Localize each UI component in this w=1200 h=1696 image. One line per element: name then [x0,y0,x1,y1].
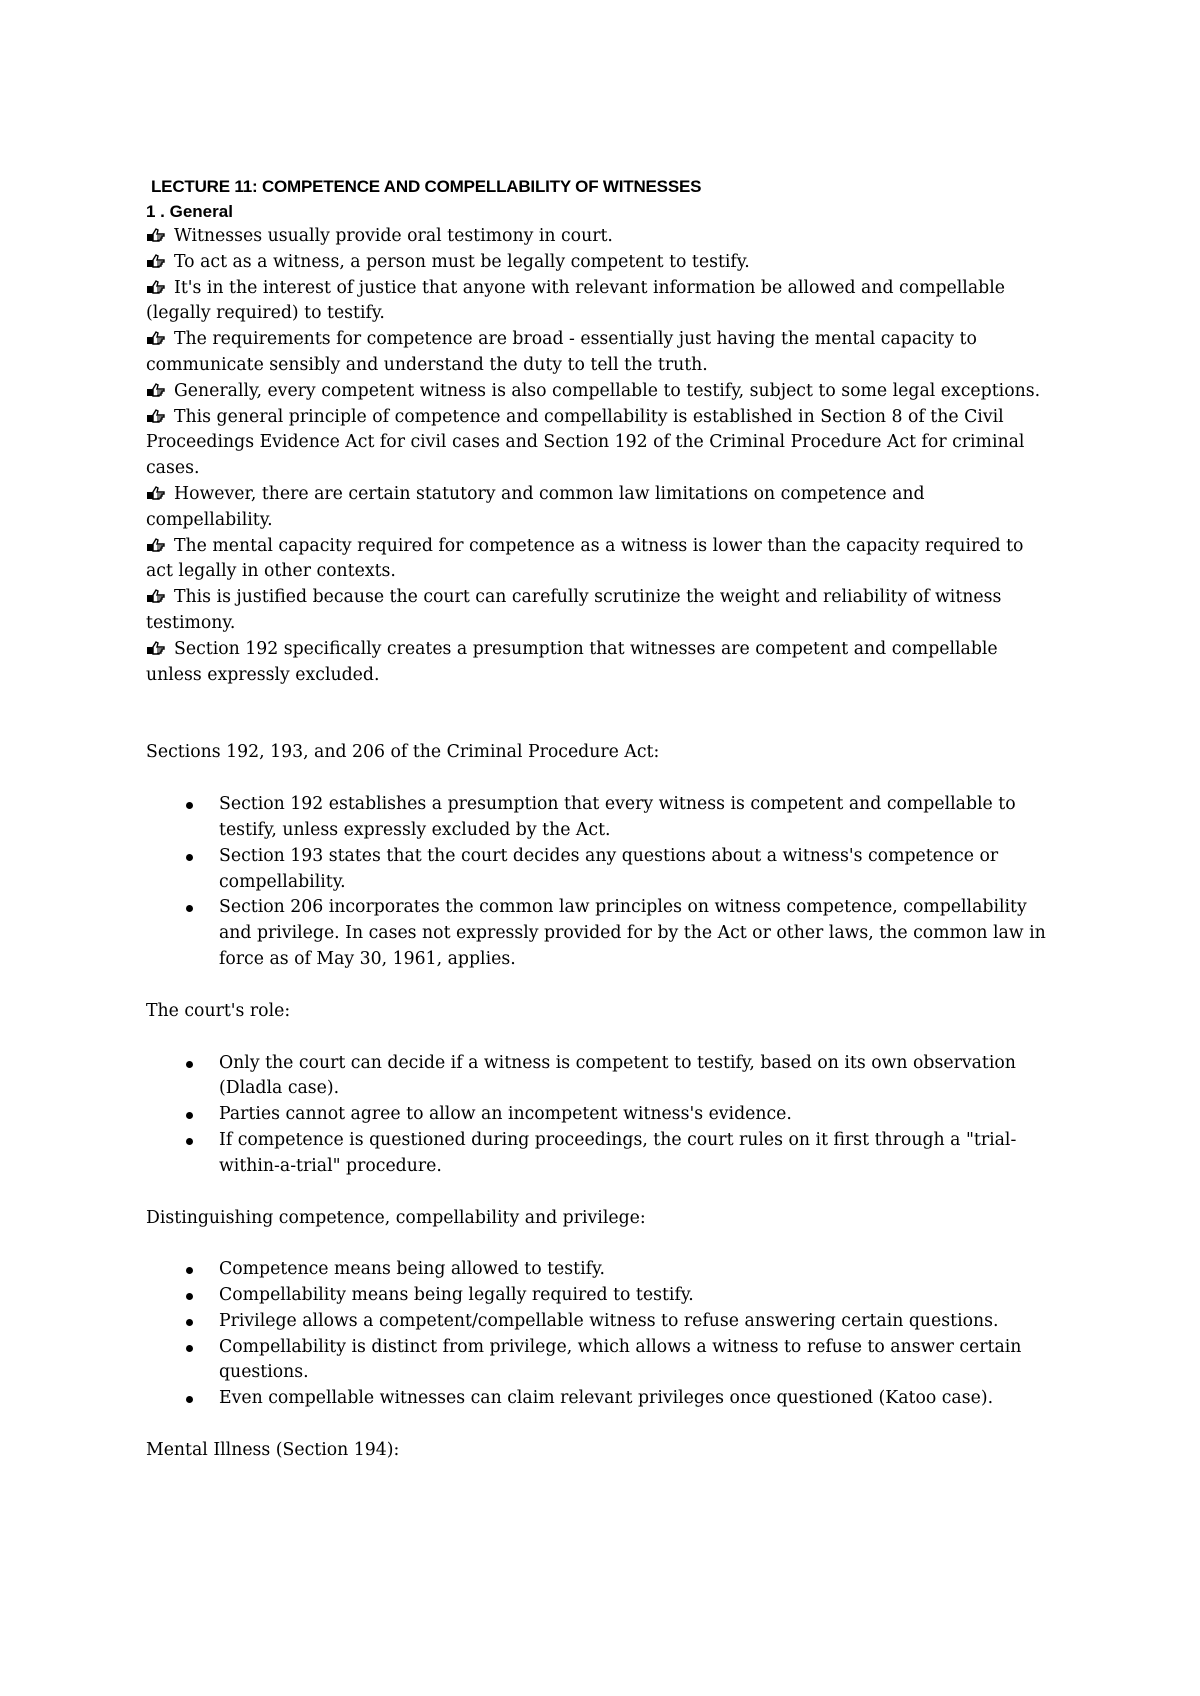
sections-point-text: Section 193 states that the court decides any questions about a witness's competence or compellability. [219,845,999,892]
distinguishing-text: Compellability means being legally required to testify. [219,1285,694,1306]
list-item [146,792,1046,844]
list-item [146,585,1046,637]
spacer [146,688,1046,740]
list-item [146,1335,1046,1387]
pointing-hand-icon [146,278,166,294]
list-item [146,327,1046,379]
court-role-intro: The court's role: [146,1000,291,1021]
bullet-dot-icon [186,905,193,912]
general-point-text: However, there are certain statutory and common law limitations on competence and compellability. [146,483,925,530]
spacer [146,973,1046,999]
general-point-text: The requirements for competence are broad - essentially just having the mental capacity to communicate sensibly and understand the duty to tell the truth. [146,329,977,375]
list-item [146,276,1046,328]
general-point-text: Witnesses usually provide oral testimony in court. [174,226,613,246]
sections-point-text: Section 192 establishes a presumption that every witness is competent and compellable to testify, unless expressly excluded by the Act. [219,794,1016,840]
general-point-text: To act as a witness, a person must be legally competent to testify. [174,251,750,272]
sections-intro: Sections 192, 193, and 206 of the Criminal Procedure Act: [146,742,660,763]
distinguishing-text: Privilege allows a competent/compellable witness to refuse answering certain questions. [219,1310,999,1331]
court-role-text: If competence is questioned during proceedings, the court rules on it first through a "trial-within-a-trial" procedure. [219,1129,1017,1176]
spacer [146,1025,1046,1051]
list-item [146,1257,1046,1283]
bullet-dot-icon [186,802,193,809]
list-item [146,637,1046,689]
pointing-hand-icon [146,639,166,655]
document-content [146,174,1046,1464]
court-role-text: Only the court can decide if a witness is competent to testify, based on its own observation (Dladla case). [219,1052,1016,1099]
list-item [146,844,1046,896]
section-heading-general: 1 . General [146,202,233,221]
sections-points-list [146,792,1046,973]
spacer [146,1180,1046,1206]
court-role-list [146,1051,1046,1180]
list-item [146,534,1046,586]
pointing-hand-icon [146,381,166,397]
list-item [146,405,1046,482]
general-points-list [146,224,1046,688]
list-item [146,482,1046,534]
bullet-dot-icon [186,1293,193,1300]
list-item [146,250,1046,276]
list-item [146,1309,1046,1335]
bullet-dot-icon [186,854,193,861]
list-item [146,1102,1046,1128]
bullet-dot-icon [186,1267,193,1274]
spacer [146,766,1046,792]
list-item [146,1128,1046,1180]
page-title: LECTURE 11: COMPETENCE AND COMPELLABILITY OF WITNESSES [151,177,702,196]
sections-point-text: Section 206 incorporates the common law principles on witness competence, compellability and privilege. In cases not expressly provided for by the Act or other laws, the common law in force as of May 30, 1961, applies. [219,897,1046,969]
bullet-dot-icon [186,1112,193,1119]
spacer [146,1231,1046,1257]
bullet-dot-icon [186,1061,193,1068]
spacer [146,1412,1046,1438]
distinguishing-text: Compellability is distinct from privilege, which allows a witness to refuse to answer certain questions. [219,1336,1022,1383]
general-point-text: This general principle of competence and compellability is established in Section 8 of the Civil Proceedings Evidence Act for civil cases and Section 192 of the Criminal Procedure Act for criminal cases. [146,406,1025,479]
pointing-hand-icon [146,484,166,500]
pointing-hand-icon [146,329,166,345]
pointing-hand-icon [146,407,166,423]
pointing-hand-icon [146,226,166,242]
list-item [146,895,1046,972]
pointing-hand-icon [146,536,166,552]
general-point-text: This is justified because the court can carefully scrutinize the weight and reliability of witness testimony. [146,587,1002,633]
bullet-dot-icon [186,1345,193,1352]
list-item [146,1386,1046,1412]
general-point-text: It's in the interest of justice that anyone with relevant information be allowed and compellable (legally required) to testify. [146,277,1005,324]
bullet-dot-icon [186,1319,193,1326]
bullet-dot-icon [186,1138,193,1145]
pointing-hand-icon [146,252,166,268]
general-point-text: Section 192 specifically creates a presumption that witnesses are competent and compellable unless expressly excluded. [146,638,998,685]
distinguishing-text: Competence means being allowed to testify. [219,1259,605,1280]
distinguishing-list [146,1257,1046,1412]
list-item [146,1051,1046,1103]
distinguishing-intro: Distinguishing competence, compellability and privilege: [146,1207,646,1228]
list-item [146,1283,1046,1309]
list-item [146,379,1046,405]
mental-illness-heading: Mental Illness (Section 194): [146,1440,400,1461]
pointing-hand-icon [146,587,166,603]
general-point-text: The mental capacity required for competence as a witness is lower than the capacity required to act legally in other contexts. [146,535,1024,582]
distinguishing-text: Even compellable witnesses can claim relevant privileges once questioned (Katoo case). [219,1388,994,1409]
court-role-text: Parties cannot agree to allow an incompetent witness's evidence. [219,1104,792,1125]
general-point-text: Generally, every competent witness is also compellable to testify, subject to some legal exceptions. [174,380,1041,401]
bullet-dot-icon [186,1396,193,1403]
list-item [146,224,1046,250]
